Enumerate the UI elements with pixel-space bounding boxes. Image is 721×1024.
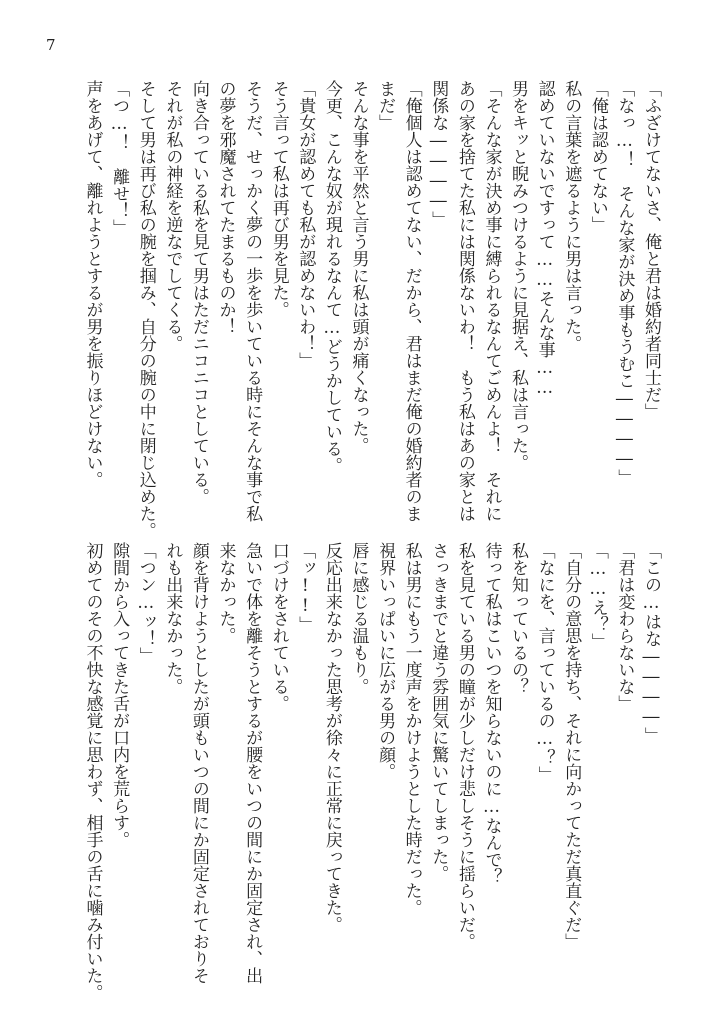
text-line: 認めていないですって……そんな事…… [534,80,555,398]
text-line: 私は男にもう一度声をかけようとした時だった。 [401,542,422,916]
text-line: 「君は変わらないな」 [614,542,635,712]
text-block-top [79,80,664,539]
text-line: 唇に感じる温もり。 [348,542,369,695]
text-line: 「そんな家が決め事に縛られるなんてごめんよ！ それに [481,80,502,522]
text-line: 「なっ…！ そんな家が決め事もうむこ――――」 [614,80,635,486]
text-line: れも出来なかった。 [162,542,183,695]
text-line: そう言って私は再び男を見た。 [268,80,289,318]
text-line: 私を知っているの？ [508,542,529,695]
text-line: 「ふざけてないさ、俺と君は婚約者同士だ」 [641,80,661,420]
text-block-bottom [79,542,664,1001]
text-line: それが私の神経を逆なでしてくる。 [162,80,183,352]
text-line: の夢を邪魔されてたまるものか！ [215,80,236,335]
text-line: 来なかった。 [215,542,236,644]
text-line: 「俺は認めてない」 [587,80,608,233]
text-line: そうだ、せっかく夢の一歩を歩いている時にそんな事で私 [242,80,263,522]
text-line: 「……え？」 [587,542,608,650]
text-line: 初めてのその不快な感覚に思わず、相手の舌に噛み付いた。 [82,542,103,1001]
text-line: 隙間から入ってきた舌が口内を荒らす。 [109,542,130,848]
text-line: 「俺個人は認めてない、だから、君はまだ俺の婚約者のま [401,80,422,522]
text-line: さっきまでと違う雰囲気に驚いてしまった。 [428,542,449,882]
text-line: 私の言葉を遮るように男は言った。 [561,80,582,352]
text-line: まだ」 [375,80,396,131]
text-line: 「なにを、言っているの…？」 [534,542,555,783]
text-line: 顔を背けようとしたが頭もいつの間にか固定されておりそ [188,542,209,984]
text-line: 「自分の意思を持ち、それに向かってただ真直ぐだ」 [561,542,582,950]
text-line: 向き合っている私を見て男はただニコニコとしている。 [188,80,209,505]
text-line: 「貴女が認めても私が認めないわ！」 [295,80,316,369]
text-line: 「この…はな――――」 [641,542,661,744]
page-number: 7 [46,36,56,54]
text-line: 今更、こんな奴が現れるなんて…どうかしている。 [321,80,342,474]
text-line: 男をキッと睨みつけるように見据え、私は言った。 [508,80,529,471]
text-line: そんな事を平然と言う男に私は頭が痛くなった。 [348,80,369,454]
text-line: 私を見ている男の瞳が少しだけ悲しそうに揺らいだ。 [454,542,475,950]
text-line: 「つ…！ 離せ！」 [109,80,130,236]
text-line: 反応出来なかった思考が徐々に正常に戻ってきた。 [321,542,342,933]
text-line: 声をあげて、離れようとするが男を振りほどけない。 [82,80,103,488]
text-line: 関係な――――」 [428,80,449,228]
text-line: 待って私はこいつを知らないのに…なんで？ [481,542,502,885]
text-line: 視界いっぱいに広がる男の顔。 [375,542,396,780]
text-line: 口づけをされている。 [268,542,289,712]
text-line: 急いで体を離そうとするが腰をいつの間にか固定され、出 [242,542,263,984]
text-line: 「ッ!!」 [295,542,316,633]
text-line: そして男は再び私の腕を掴み、自分の腕の中に閉じ込めた。 [135,80,156,539]
text-line: 「つン…ッ！」 [135,542,156,664]
text-line: あの家を捨てた私には関係ないわ！ もう私はあの家とは [454,80,475,522]
